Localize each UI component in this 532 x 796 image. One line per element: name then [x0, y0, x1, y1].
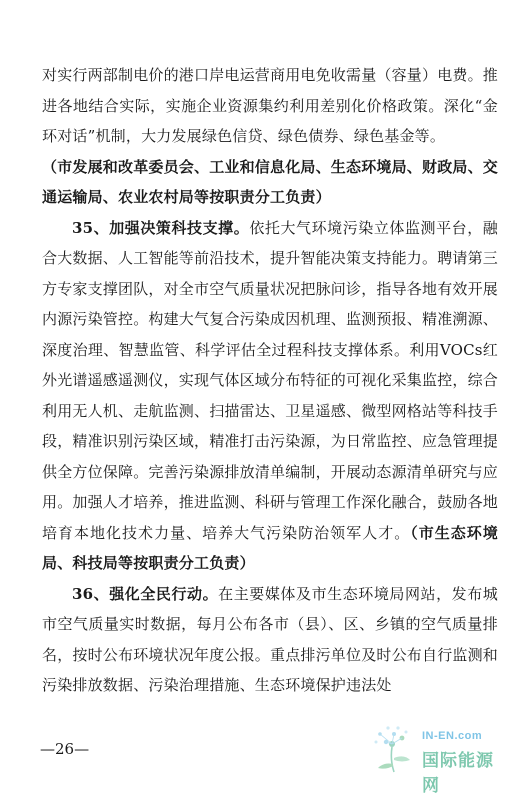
responsibility-text: （市发展和改革委员会、工业和信息化局、生态环境局、财政局、交通运输局、农业农村局等按职责分工负责） — [42, 157, 499, 206]
item-35-body: 依托大气环境污染立体监测平台，融合大数据、人工智能等前沿技术，提升智能决策支持能力。聘请第三方专家支撑团队，对全市空气质量状况把脉问诊，指导各地有效开展内源污染管控。构建大气复合污染成因机理、监测预报、精准溯源、深度治理、智慧监管、科学评估全过程科技支撑体系。利用VOCs红外光谱遥感遥测仪，实现气体区域分布特征的可视化采集监控，综合利用无人机、走航监测、扫描雷达、卫星遥感、微型网格站等科技手段，精准识别污染区域，精准打击污染源，为日常监控、应急管理提供全方位保障。完善污染源排放清单编制，开展动态源清单研究与应用。加强人才培养，推进监测、科研与管理工作深化融合，鼓励各地培育本地化技术力量、培养大气污染防治领军人才。 — [42, 218, 499, 542]
watermark-brand-main: 国际能源网 — [422, 751, 494, 795]
continuation-responsibility — [42, 152, 498, 213]
item-35-responsibility: （市生态环境局、科技局等按职责分工负责） — [42, 523, 499, 572]
continuation-paragraph — [42, 60, 498, 152]
document-body — [42, 60, 498, 701]
item-36-heading: 36、强化全民行动。 — [72, 584, 219, 603]
item-35-heading: 35、加强决策科技支撑。 — [72, 218, 250, 237]
continuation-text: 对实行两部制电价的港口岸电运营商用电免收需量（容量）电费。推进各地结合实际，实施企业资源集约利用差别化价格政策。深化“金环对话”机制，大力发展绿色信贷、绿色债券、绿色基金等。 — [42, 66, 499, 145]
page-number: —26— — [40, 740, 90, 758]
item-36-paragraph — [42, 579, 498, 701]
watermark-brand-top: IN-EN.com — [422, 730, 483, 742]
item-35-paragraph — [42, 213, 498, 579]
dandelion-logo-icon — [364, 720, 420, 776]
watermark — [364, 720, 504, 795]
item-36-body: 在主要媒体及市生态环境局网站，发布城市空气质量实时数据，每月公布各市（县）、区、乡镇的空气质量排名，按时公布环境状况年度公报。重点排污单位及时公布自行监测和污染排放数据、污染治理措施、生态环境保护违法处 — [42, 584, 499, 694]
